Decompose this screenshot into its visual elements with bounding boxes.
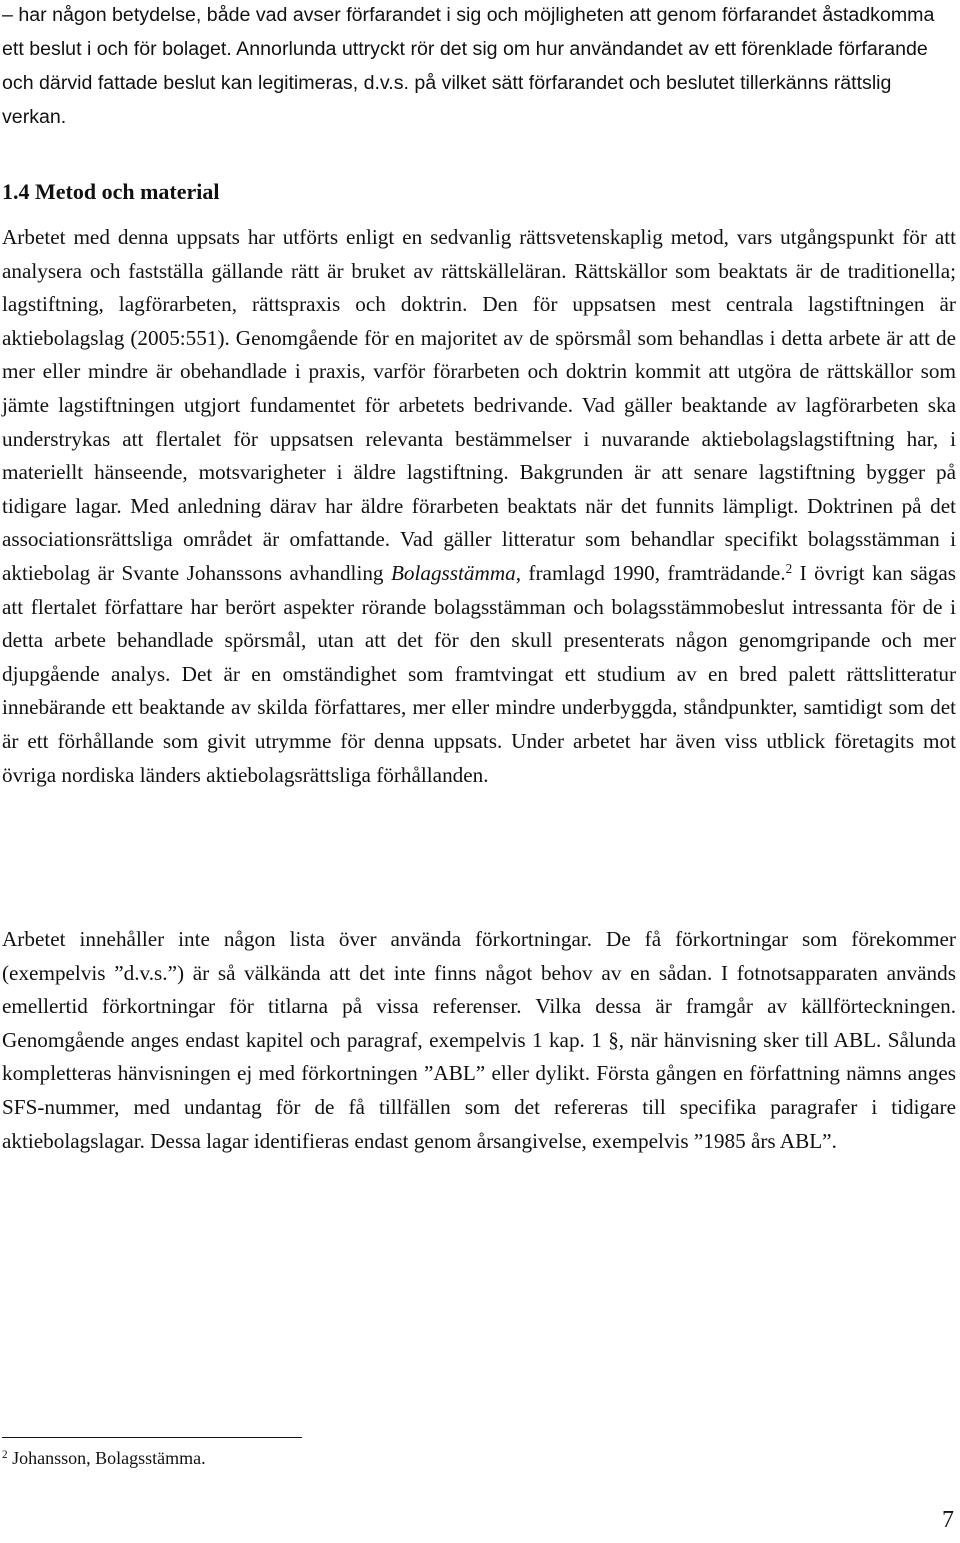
section-heading: 1.4 Metod och material: [2, 179, 220, 204]
page-number: 7: [942, 1507, 954, 1533]
abbreviations-paragraph: Arbetet innehåller inte någon lista över använda förkortningar. De få förkortningar som förekommer (exempelvis ”d.v.s.”) är så välkända att det inte finns något behov av en sådan. I fotnotsapparaten används emellertid förkortningar för titlarna på vissa referenser. Vilka dessa är framgår av källförteckningen. Genomgående anges endast kapitel och paragraf, exempelvis 1 kap. 1 §, när hänvisning sker till ABL. Sålunda kompletteras hänvisningen ej med förkortningen ”ABL” eller dylikt. Första gången en författning nämns anges SFS-nummer, med undantag för de få tillfällen som det refereras till specifika paragrafer i tidigare aktiebolagslagar. Dessa lagar identifieras endast genom årsangivelse, exempelvis ”1985 års ABL”.: [2, 927, 956, 1153]
footnote: [2, 1444, 206, 1472]
method-paragraph: [2, 221, 956, 792]
footnote-number: 2: [2, 1448, 8, 1461]
method-text-part3: I övrigt kan sägas att flertalet författare har berört aspekter rörande bolagsstämman och bolagsstämmobeslut intressanta för de i detta arbete behandlade spörsmål, utan att det för den skull presenterats någon genomgripande och mer djupgående analys. Det är en omständighet som framtvingat ett studium av en bred palett rättslitteratur innebärande ett beaktande av skilda författares, mer eller mindre underbyggda, ståndpunkter, samtidigt som det är ett förhållande som givit utrymme för denna uppsats. Under arbetet har även viss utblick företagits mot övriga nordiska länders aktiebolagsrättsliga förhållanden.: [2, 560, 957, 787]
footnote-text: Johansson, Bolagsstämma.: [7, 1448, 206, 1468]
intro-paragraph: – har någon betydelse, både vad avser förfarandet i sig och möjligheten att genom förfarandet åstadkomma ett beslut i och för bolaget. Annorlunda uttryckt rör det sig om hur användandet av ett förenklade förfarande och därvid fattade beslut kan legitimeras, d.v.s. på vilket sätt förfarandet och beslutet tillerkänns rättslig verkan.: [2, 4, 935, 128]
footnote-divider: [2, 1437, 302, 1438]
footnote-reference[interactable]: 2: [785, 560, 793, 576]
method-text-part2: , framlagd 1990, framträdande.: [515, 560, 786, 585]
book-title: Bolagsstämma: [390, 560, 516, 585]
method-text-part1: Arbetet med denna uppsats har utförts enligt en sedvanlig rättsvetenskaplig metod, vars utgångspunkt för att analysera och fastställa gällande rätt är bruket av rättskälleläran. Rättskällor som beaktats är de traditionella; lagstiftning, lagförarbeten, rättspraxis och doktrin. Den för uppsatsen mest centrala lagstiftningen är aktiebolagslag (2005:551). Genomgående för en majoritet av de spörsmål som behandlas i detta arbete är att de mer eller mindre är obehandlade i praxis, varför förarbeten och doktrin kommit att utgöra de rättskällor som jämte lagstiftningen utgjort fundamentet för arbetets bedrivande. Vad gäller beaktande av lagförarbeten ska understrykas att flertalet för uppsatsen relevanta bestämmelser i nuvarande aktiebolagslagstiftning har, i materiellt hänseende, motsvarigheter i äldre lagstiftning. Bakgrunden är att senare lagstiftning bygger på tidigare lagar. Med anledning därav har äldre förarbeten beaktats när det funnits lämpligt. Doktrinen på det associationsrättsliga området är omfattande. Vad gäller litteratur som behandlar specifikt bolagsstämman i aktiebolag är Svante Johanssons avhandling: [2, 225, 956, 585]
